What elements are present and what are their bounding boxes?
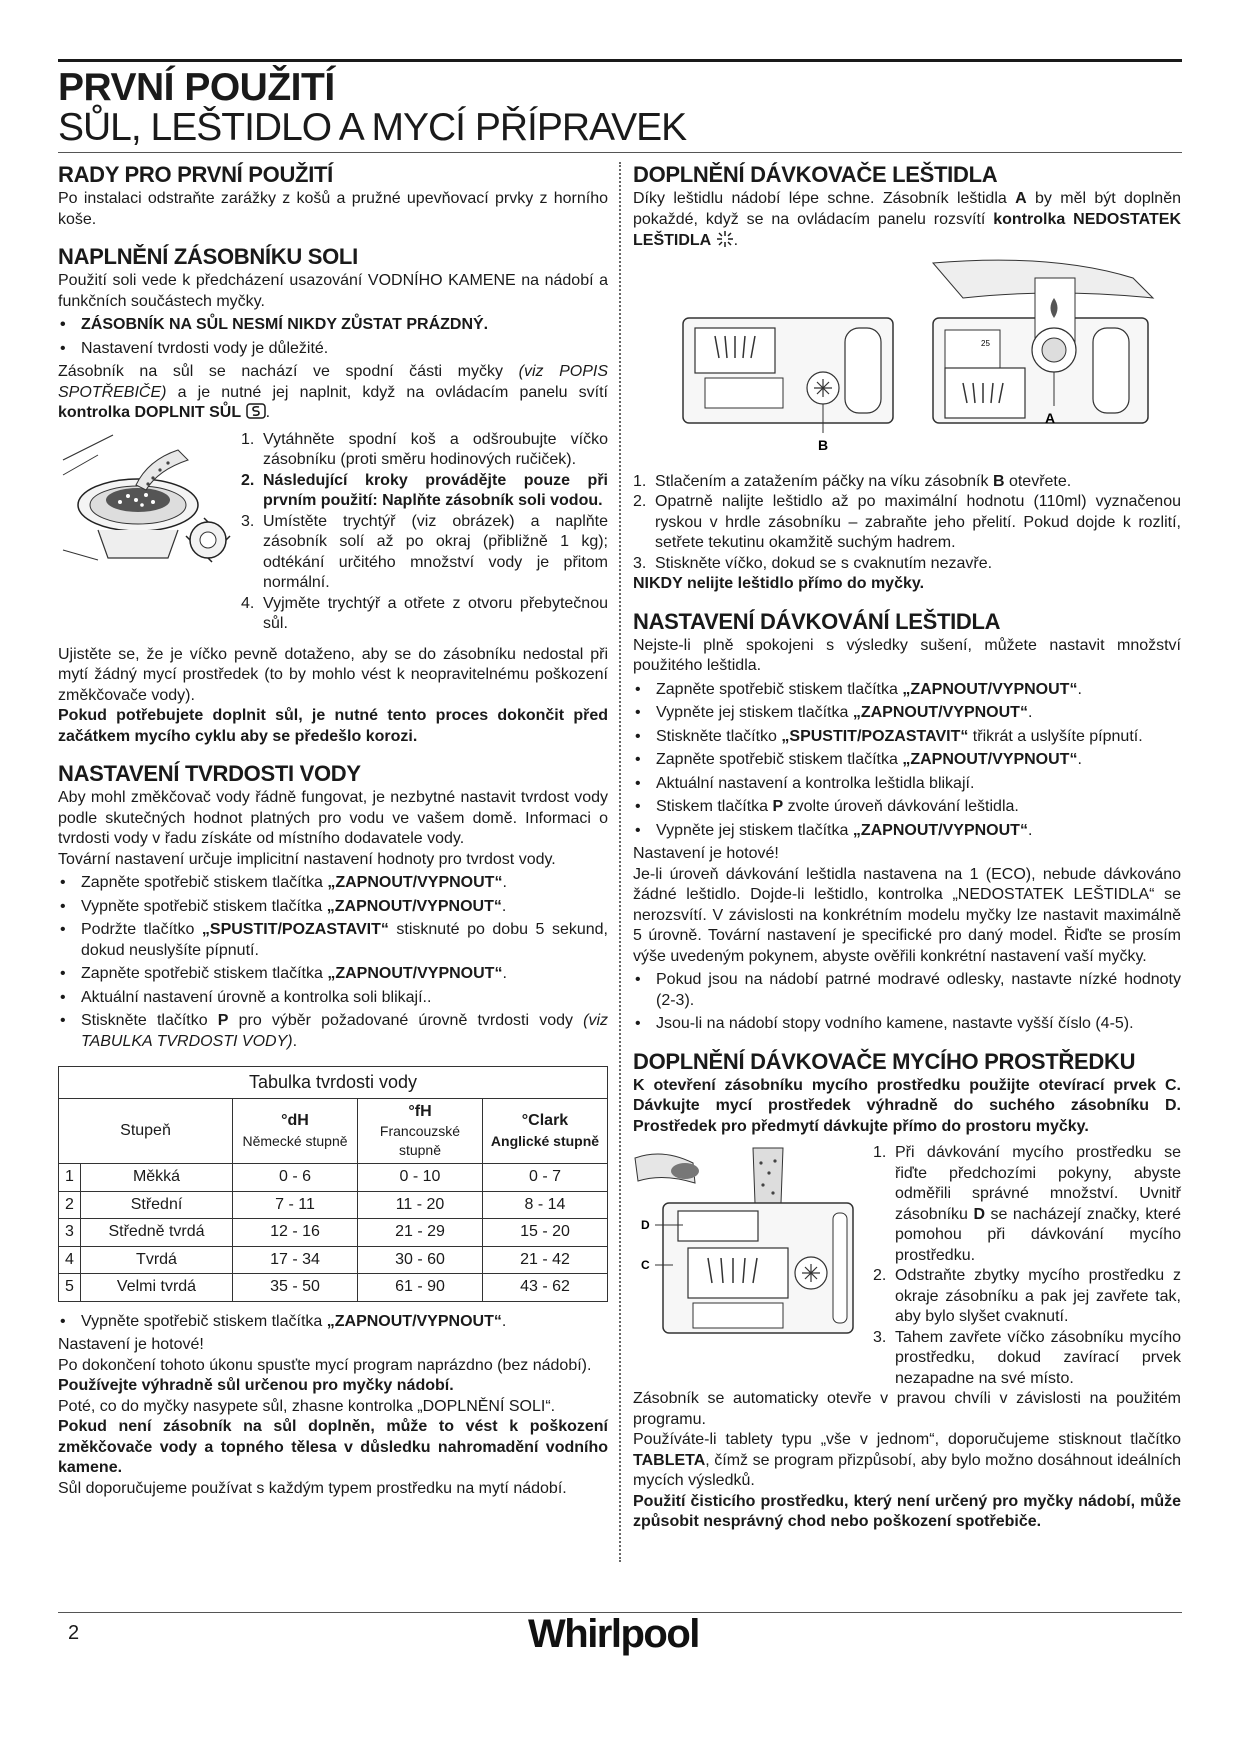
text: Stiskněte tlačítko	[656, 727, 782, 745]
step-text: Vyjměte trychtýř a otřete z otvoru přebytečnou sůl.	[263, 594, 608, 632]
table-row	[59, 1191, 608, 1219]
column-separator	[619, 162, 621, 1562]
text: TABLETA	[633, 1451, 706, 1469]
text: pro výběr požadované úrovně tvrdosti vody	[228, 1012, 584, 1029]
bullet-list	[58, 1312, 608, 1333]
text: kontrolka NEDOSTATEK LEŠTIDLA	[633, 210, 1181, 249]
paragraph: Po dokončení tohoto úkonu spusťte mycí program naprázdno (bez nádobí).	[58, 1356, 592, 1374]
label-b: B	[818, 436, 829, 453]
section-heading: NAPLNĚNÍ ZÁSOBNÍKU SOLI	[58, 244, 358, 269]
salt-steps-block	[58, 430, 608, 635]
text: zvolte úroveň dávkování leštidla.	[783, 798, 1019, 815]
text: .	[1077, 751, 1082, 768]
text: „ZAPNOUT/VYPNOUT“	[852, 704, 1028, 721]
list-item: • Pokud jsou na nádobí patrné modravé odlesky, nastavte nízké hodnoty (2-3).	[633, 970, 1181, 1011]
text: stisknuté po dobu 5 sekund, dokud neuslyšíte pípnutí.	[81, 921, 609, 959]
text: Zásobník na sůl se nachází ve spodní části myčky	[58, 363, 519, 380]
text: Používáte-li tablety typu „vše v jednom“, doporučujeme stisknout tlačítko	[633, 1431, 1181, 1448]
text: , čímž se program přizpůsobí, aby bylo možno dosáhnout ideálních mycích výsledků.	[633, 1451, 1181, 1489]
list-item	[873, 1143, 1181, 1266]
list-item	[633, 797, 1181, 818]
text: Zapněte spotřebič stiskem tlačítka	[656, 751, 903, 768]
header-subtitle: Německé stupně	[242, 1132, 348, 1149]
list-item: • ZÁSOBNÍK NA SŮL NESMÍ NIKDY ZŮSTAT PRÁZDNÝ.	[58, 315, 608, 336]
table-cell: Středně tvrdá	[81, 1219, 233, 1247]
table-cell: Střední	[81, 1191, 233, 1219]
ruler-mark: 25	[981, 338, 990, 348]
text: „ZAPNOUT/VYPNOUT“	[902, 680, 1078, 698]
paragraph: Nastavení je hotové!	[58, 1336, 204, 1353]
label-c: C	[641, 1258, 650, 1272]
text: .	[1027, 704, 1033, 721]
step-number: 3.	[873, 1328, 887, 1346]
page-title: PRVNÍ POUŽITÍ	[58, 66, 335, 109]
step-text: Umístěte trychtýř (viz obrázek) a naplňte zásobník solí až po okraj (přibližně 1 kg); odtékání určitého množství vody je přitom normální.	[263, 512, 608, 591]
list-item	[241, 471, 608, 512]
table-cell: 2	[59, 1191, 81, 1219]
text: Zapněte spotřebič stiskem tlačítka	[81, 965, 328, 982]
page-number: 2	[68, 1622, 80, 1644]
paragraph: Pokud není zásobník na sůl doplněn, může to vést k poškození změkčovače vody a topného tělesa v důsledku nahromadění vodního kamene.	[58, 1418, 608, 1476]
list-item: • Nastavení tvrdosti vody je důležité.	[58, 339, 608, 360]
rinse-aid-indicator-icon	[716, 230, 734, 248]
step-number: 1.	[241, 430, 255, 448]
list-item	[241, 512, 608, 594]
text: Díky leštidlu nádobí lépe schne. Zásobník leštidla	[633, 190, 1016, 207]
header-subtitle: Francouzské stupně	[379, 1123, 461, 1158]
paragraph: Díky leštidlu nádobí lépe schne. Zásobník leštidla A by měl být doplněn pokaždé, když se na ovládacím panelu rozsvítí kontrolka NEDOSTATEK LEŠTIDLA .	[633, 190, 1182, 249]
table-row	[59, 1246, 608, 1274]
title-rule	[58, 152, 1182, 153]
text: Při dávkování mycího prostředku se řiďte předchozími pokyny, abyste odměřili správné množství. Uvnitř zásobníku	[895, 1144, 1181, 1223]
table-header	[233, 1098, 358, 1164]
table-cell: 5	[59, 1274, 81, 1302]
water-hardness-table	[58, 1066, 608, 1302]
text: Stiskněte tlačítko	[81, 1012, 218, 1029]
brand-logo: Whirlpool	[528, 1612, 699, 1656]
text: otevřete.	[1004, 472, 1072, 490]
table-cell: 12 - 16	[233, 1219, 358, 1247]
top-rule	[58, 59, 1182, 62]
text: Zapněte spotřebič stiskem tlačítka	[656, 680, 903, 698]
table-cell: 3	[59, 1219, 81, 1247]
text: a je nutné jej naplnit, když na ovládacím panelu svítí	[166, 383, 608, 401]
list-item	[633, 750, 1181, 771]
salt-funnel-illustration	[58, 430, 233, 580]
text: Aktuální nastavení a kontrolka leštidla blikají.	[656, 774, 975, 792]
detergent-steps-list	[873, 1143, 1181, 1389]
step-number: 3.	[241, 512, 255, 530]
bullet-list	[58, 873, 608, 1052]
step-number: 2.	[873, 1267, 887, 1284]
right-column	[633, 162, 1181, 1533]
list-item	[58, 873, 608, 894]
text: P	[772, 798, 784, 815]
text: „ZAPNOUT/VYPNOUT“	[327, 874, 503, 891]
text: .	[501, 897, 507, 915]
paragraph: Je-li úroveň dávkování leštidla nastavena na 1 (ECO), nebude dávkováno žádné leštidlo. Dojde-li leštidlo, kontrolka „NEDOSTATEK LEŠTIDLA“ se nerozsvítí. V závislosti na konkrétním modelu myčky lze nastavit maximálně 5 úrovně. Tovární nastavení je specifické pro daný model. Řiďte se prosím výše uvedeným pokynem, abyste ověřili konkrétní nastavení vaší myčky.	[633, 865, 1181, 965]
table-cell: 0 - 10	[358, 1164, 483, 1192]
list-item	[873, 1266, 1181, 1328]
label-a: A	[1045, 409, 1056, 426]
step-text: Tahem zavřete víčko zásobníku mycího prostředku, dokud zavírací prvek nezapadne na své místo.	[895, 1328, 1181, 1387]
list-item	[241, 594, 608, 635]
text: .	[1027, 821, 1033, 839]
text: Vypněte jej stiskem tlačítka	[656, 704, 853, 721]
text: Stiskem tlačítka	[656, 798, 773, 815]
list-item	[58, 988, 608, 1009]
list-item	[633, 774, 1181, 795]
table-cell: 21 - 42	[483, 1246, 608, 1274]
section-heading: DOPLNĚNÍ DÁVKOVAČE LEŠTIDLA	[633, 162, 998, 187]
step-number: 1.	[633, 472, 647, 490]
page-subtitle: SŮL, LEŠTIDLO A MYCÍ PŘÍPRAVEK	[58, 106, 687, 149]
text: třikrát a uslyšíte pípnutí.	[968, 727, 1143, 745]
list-item	[633, 472, 1181, 493]
text: Vypněte jej stiskem tlačítka	[656, 821, 853, 839]
list-item	[241, 430, 608, 471]
table-header	[483, 1098, 608, 1164]
text: „ZAPNOUT/VYPNOUT“	[902, 751, 1078, 768]
table-cell: 17 - 34	[233, 1246, 358, 1274]
list-item	[633, 680, 1181, 701]
list-item	[633, 554, 1181, 575]
table-cell: 0 - 6	[233, 1164, 358, 1192]
detergent-steps-block	[633, 1143, 1181, 1389]
paragraph: Ujistěte se, že je víčko pevně dotaženo, aby se do zásobníku nedostal při mytí žádný mycí prostředek (to by mohlo vést k neopravitelnému poškození změkčovače vody).	[58, 645, 608, 704]
text: „SPUSTIT/POZASTAVIT“	[201, 921, 389, 938]
step-number: 3.	[633, 554, 647, 572]
header-unit: °dH	[281, 1112, 309, 1129]
text: se nacházejí značky, které pomohou při dávkování mycího prostředku.	[895, 1205, 1181, 1264]
table-cell: 8 - 14	[483, 1191, 608, 1219]
paragraph: Zásobník se automaticky otevře v pravou chvíli v závislosti na použitém programu.	[633, 1390, 1181, 1428]
header-unit: °fH	[408, 1102, 432, 1120]
paragraph: Poté, co do myčky nasypete sůl, zhasne kontrolka „DOPLNĚNÍ SOLI“.	[58, 1397, 556, 1415]
bullet-list	[633, 680, 1181, 842]
table-cell: 21 - 29	[358, 1219, 483, 1247]
paragraph: Použití čisticího prostředku, který není určený pro myčky nádobí, může způsobit nesprávný chod nebo poškození spotřebiče.	[633, 1492, 1181, 1530]
paragraph: Po instalaci odstraňte zarážky z košů a pružné upevňovací prvky z horního koše.	[58, 190, 608, 228]
rinse-aid-dispenser-illustration	[633, 258, 1181, 468]
table-row	[59, 1219, 608, 1247]
left-column	[58, 162, 608, 1499]
section-heading: DOPLNĚNÍ DÁVKOVAČE MYCÍHO PROSTŘEDKU	[633, 1048, 1136, 1074]
text: „ZAPNOUT/VYPNOUT“	[852, 821, 1028, 839]
text: B	[992, 472, 1005, 490]
paragraph: Zásobník na sůl se nachází ve spodní části myčky (viz POPIS SPOTŘEBIČE) a je nutné jej naplnit, když na ovládacím panelu svítí kontrolka DOPLNIT SŮL .	[58, 363, 609, 421]
paragraph: NIKDY nelijte leštidlo přímo do myčky.	[633, 575, 925, 592]
paragraph: Tovární nastavení určuje implicitní nastavení hodnoty pro tvrdost vody.	[58, 850, 556, 868]
list-item	[58, 1011, 608, 1052]
paragraph: Použití soli vede k předcházení usazování VODNÍHO KAMENE na nádobí a funkčních součástech myčky.	[58, 272, 608, 310]
table-header: Stupeň	[59, 1098, 233, 1164]
paragraph: K otevření zásobníku mycího prostředku použijte otevírací prvek C. Dávkujte mycí prostředek výhradně do suchého zásobníku D. Prostředek pro předmytí dávkujte přímo do prostoru myčky.	[633, 1076, 1181, 1135]
table-cell: 30 - 60	[358, 1246, 483, 1274]
text: D	[973, 1205, 985, 1223]
text: Podržte tlačítko	[81, 921, 202, 938]
section-heading: NASTAVENÍ TVRDOSTI VODY	[58, 761, 361, 786]
text: by měl být doplněn pokaždé, když se na ovládacím panelu rozsvítí	[633, 190, 1182, 228]
label-d: D	[641, 1218, 650, 1232]
list-item	[58, 920, 608, 961]
table-row	[59, 1274, 608, 1302]
table-header	[358, 1098, 483, 1164]
list-item	[58, 897, 608, 918]
text: .	[502, 965, 507, 982]
table-header-row	[59, 1098, 608, 1164]
table-cell: 4	[59, 1246, 81, 1274]
paragraph: Aby mohl změkčovač vody řádně fungovat, je nezbytné nastavit tvrdost vody podle skutečných hodnot platných pro vodu ve vašem domě. Informaci o tvrdosti vody v řadu získáte od místního dodavatele vody.	[58, 789, 608, 847]
list-item	[633, 727, 1181, 748]
table-cell: Tvrdá	[81, 1246, 233, 1274]
text: .	[502, 874, 507, 891]
table-cell: Velmi tvrdá	[81, 1274, 233, 1302]
paragraph: Nastavení je hotové!	[633, 845, 779, 862]
step-text	[895, 1143, 1181, 1266]
list-item	[58, 1312, 608, 1333]
list-item	[633, 703, 1181, 724]
table-cell: 43 - 62	[483, 1274, 608, 1302]
paragraph	[633, 1430, 1181, 1492]
rinse-steps-list	[633, 472, 1181, 575]
paragraph: Sůl doporučujeme používat s každým typem prostředku na mytí nádobí.	[58, 1479, 567, 1497]
text: Vypněte spotřebič stiskem tlačítka	[81, 1312, 327, 1330]
text: „ZAPNOUT/VYPNOUT“	[327, 965, 503, 982]
text: .	[501, 1312, 507, 1330]
table-cell: 1	[59, 1164, 81, 1192]
text: Aktuální nastavení úrovně a kontrolka soli blikají..	[81, 988, 432, 1006]
table-cell: 61 - 90	[358, 1274, 483, 1302]
list-item: • Jsou-li na nádobí stopy vodního kamene, nastavte vyšší číslo (4-5).	[633, 1014, 1181, 1035]
table-cell: 15 - 20	[483, 1219, 608, 1247]
text: .	[292, 1032, 298, 1050]
text: „SPUSTIT/POZASTAVIT“	[781, 727, 969, 745]
step-text	[655, 472, 1071, 493]
text: „ZAPNOUT/VYPNOUT“	[326, 1312, 502, 1330]
text: A	[1015, 190, 1027, 207]
table-cell: 7 - 11	[233, 1191, 358, 1219]
text: Vypněte spotřebič stiskem tlačítka	[81, 897, 327, 915]
list-item	[58, 964, 608, 985]
header-unit: °Clark	[521, 1112, 569, 1129]
text: kontrolka DOPLNIT SŮL	[58, 404, 242, 421]
table-caption-row	[59, 1067, 608, 1099]
text: Stlačením a zatažením páčky na víku zásobník	[655, 472, 993, 490]
table-cell: Měkká	[81, 1164, 233, 1192]
list-item	[633, 821, 1181, 842]
section-heading: RADY PRO PRVNÍ POUŽITÍ	[58, 162, 333, 187]
step-number: 4.	[241, 594, 255, 612]
salt-steps-list	[241, 430, 608, 635]
paragraph: Pokud potřebujete doplnit sůl, je nutné tento proces dokončit před začátkem mycího cyklu aby se předešlo korozi.	[58, 707, 608, 745]
text: Zapněte spotřebič stiskem tlačítka	[81, 874, 328, 891]
step-text: Stiskněte víčko, dokud se s cvaknutím nezavře.	[655, 554, 993, 572]
text: P	[217, 1012, 229, 1029]
table-cell: 11 - 20	[358, 1191, 483, 1219]
step-number: 2.	[633, 493, 647, 510]
text: .	[1077, 680, 1082, 698]
table-row	[59, 1164, 608, 1192]
salt-indicator-icon	[246, 403, 266, 419]
step-text: Následující kroky provádějte pouze při prvním použití: Naplňte zásobník soli vodou.	[263, 471, 608, 509]
text: „ZAPNOUT/VYPNOUT“	[326, 897, 502, 915]
paragraph: Používejte výhradně sůl určenou pro myčky nádobí.	[58, 1377, 454, 1394]
step-text: Odstraňte zbytky mycího prostředku z okraje zásobníku a pak jej zavřete tak, aby bylo slyšet cvaknutí.	[895, 1267, 1181, 1325]
header-subtitle: Anglické stupně	[490, 1132, 600, 1149]
bullet-list	[58, 315, 608, 359]
bullet-list	[633, 970, 1181, 1035]
paragraph: Nejste-li plně spokojeni s výsledky sušení, můžete nastavit množství použitého leštidla.	[633, 636, 1181, 674]
detergent-dispenser-illustration	[633, 1143, 865, 1343]
text: (viz POPIS SPOTŘEBIČE)	[58, 363, 609, 401]
section-heading: NASTAVENÍ DÁVKOVÁNÍ LEŠTIDLA	[633, 608, 1001, 634]
list-item	[633, 492, 1181, 554]
step-number: 2.	[241, 471, 255, 489]
text: (viz TABULKA TVRDOSTI VODY)	[81, 1012, 609, 1050]
table-cell: 35 - 50	[233, 1274, 358, 1302]
table-cell: 0 - 7	[483, 1164, 608, 1192]
list-item	[873, 1328, 1181, 1390]
step-number: 1.	[873, 1144, 887, 1161]
table-caption: Tabulka tvrdosti vody	[59, 1067, 608, 1099]
step-text: Vytáhněte spodní koš a odšroubujte víčko zásobníku (proti směru hodinových ručiček).	[263, 430, 608, 468]
step-text: Opatrně nalijte leštidlo až po maximální hodnotu (110ml) vyznačenou ryskou v hrdle zásobníku – zabraňte jeho přelití. Pokud dojde k rozlití, setřete tekutinu okamžitě suchým hadrem.	[655, 493, 1181, 551]
